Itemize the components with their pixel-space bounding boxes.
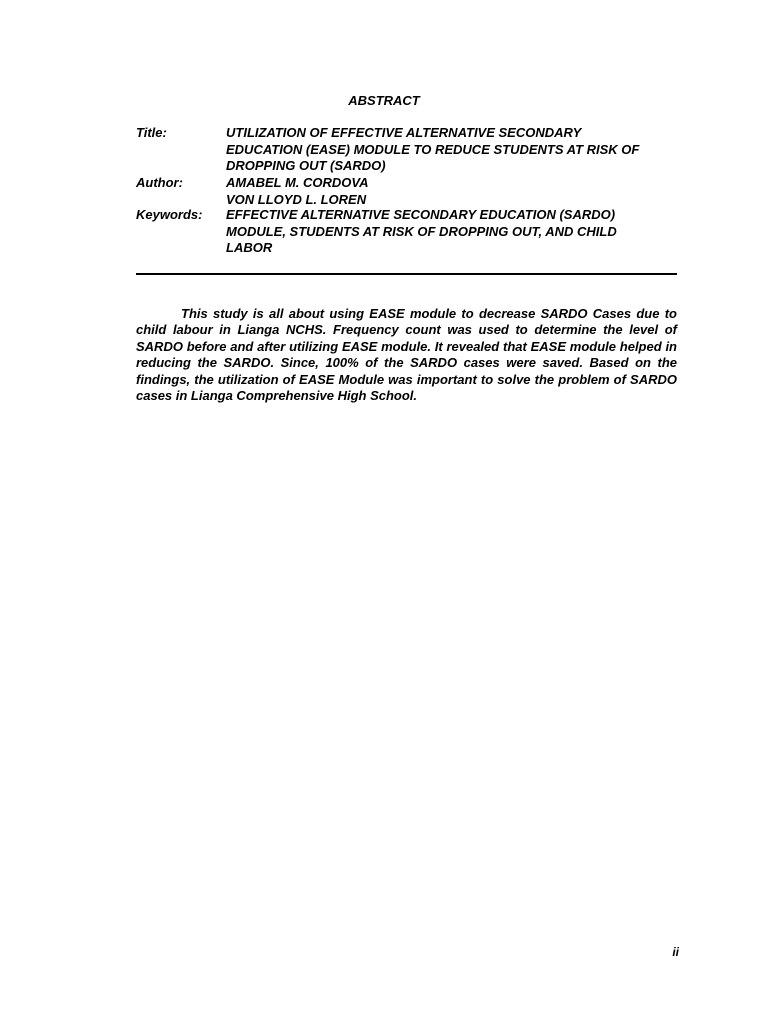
title-line: UTILIZATION OF EFFECTIVE ALTERNATIVE SECONDARY: [226, 125, 582, 140]
keywords-value: [226, 207, 677, 257]
keywords-label: Keywords:: [136, 207, 203, 222]
abstract-body-text: This study is all about using EASE module to decrease SARDO Cases due to child labour in Lianga NCHS. Frequency count was used to determine the level of SARDO before and after utilizing EASE module. It revealed that EASE module helped in reducing the SARDO. Since, 100% of the SARDO cases were saved. Based on the findings, the utilization of EASE Module was important to solve the problem of SARDO cases in Lianga Comprehensive High School.: [136, 306, 677, 404]
title-line: DROPPING OUT (SARDO): [226, 158, 386, 173]
abstract-body: [136, 306, 677, 404]
keywords-line: MODULE, STUDENTS AT RISK OF DROPPING OUT, AND CHILD: [226, 223, 617, 239]
keywords-line: LABOR: [226, 240, 273, 255]
title-value: [226, 125, 677, 175]
keywords-line: EFFECTIVE ALTERNATIVE SECONDARY EDUCATION (SARDO): [226, 207, 616, 222]
title-label: Title:: [136, 125, 167, 140]
author-name: VON LLOYD L. LOREN: [226, 191, 367, 207]
abstract-heading: ABSTRACT: [348, 93, 420, 108]
author-row: [136, 175, 677, 208]
author-name: AMABEL M. CORDOVA: [226, 175, 369, 190]
keywords-row: [136, 207, 677, 257]
title-row: [136, 125, 677, 175]
author-value: [226, 175, 677, 208]
page-number: ii: [672, 945, 679, 959]
title-line: EDUCATION (EASE) MODULE TO REDUCE STUDENTS AT RISK OF: [226, 141, 640, 157]
author-label: Author:: [136, 175, 183, 190]
divider-rule: [136, 273, 677, 275]
